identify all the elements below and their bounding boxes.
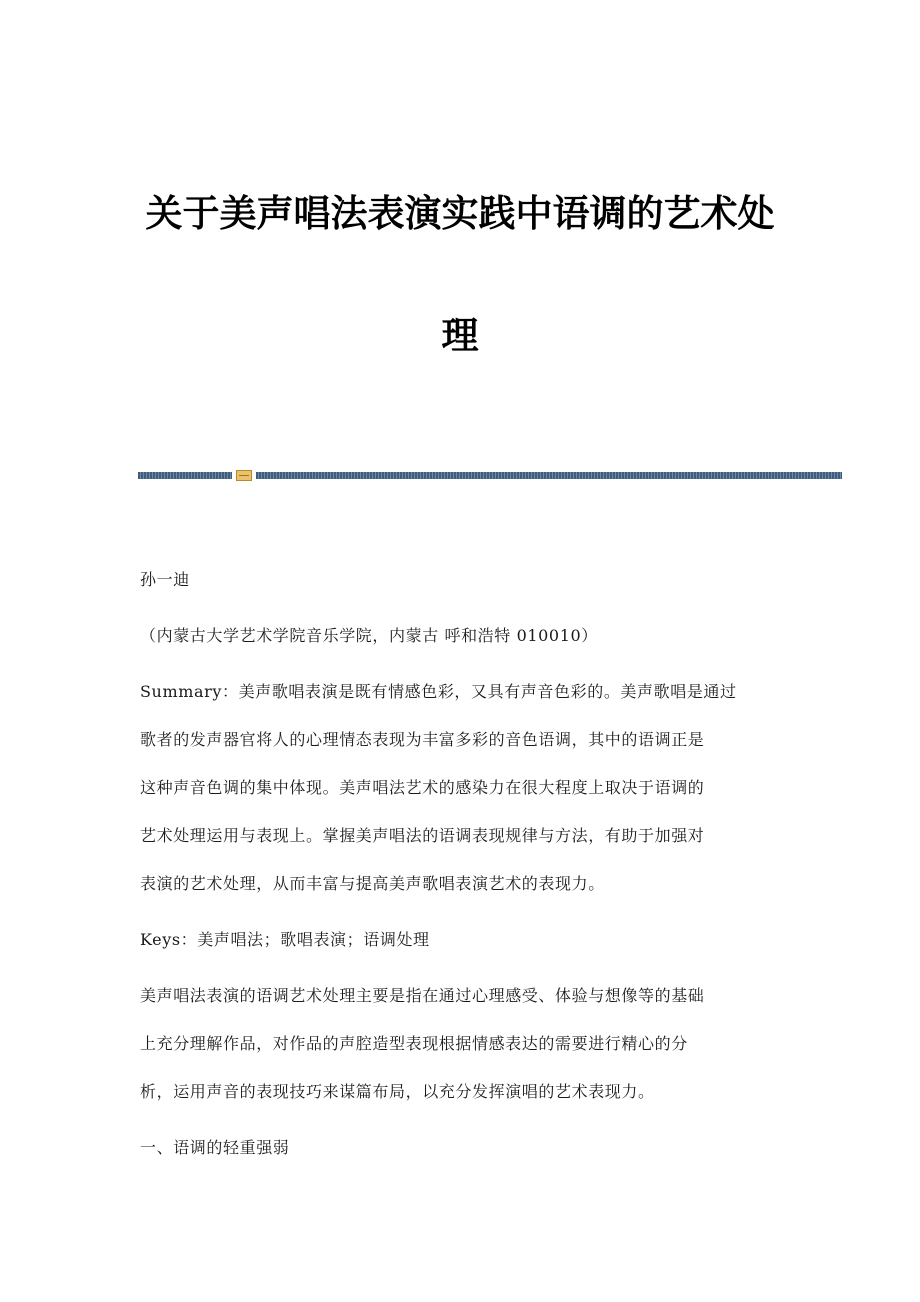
summary-line: 表演的艺术处理，从而丰富与提高美声歌唱表演艺术的表现力。 <box>140 874 605 893</box>
summary-line: 歌者的发声器官将人的心理情态表现为丰富多彩的音色语调，其中的语调正是 <box>140 730 705 749</box>
summary-line: Summary：美声歌唱表演是既有情感色彩，又具有声音色彩的。美声歌唱是通过 <box>140 682 737 701</box>
document-title-line-2: 理 <box>441 314 479 357</box>
document-title-line-1: 关于美声唱法表演实践中语调的艺术处 <box>145 192 775 235</box>
body-line: 美声唱法表演的语调艺术处理主要是指在通过心理感受、体验与想像等的基础 <box>140 986 705 1005</box>
summary-line: 艺术处理运用与表现上。掌握美声唱法的语调表现规律与方法，有助于加强对 <box>140 826 705 845</box>
divider-bar-left <box>138 472 232 479</box>
divider-bar-right <box>256 472 842 479</box>
summary-line: 这种声音色调的集中体现。美声唱法艺术的感染力在很大程度上取决于语调的 <box>140 778 705 797</box>
author-name: 孙一迪 <box>140 570 190 589</box>
body-line: 上充分理解作品，对作品的声腔造型表现根据情感表达的需要进行精心的分 <box>140 1034 688 1053</box>
title-divider <box>138 470 842 480</box>
author-affiliation: （内蒙古大学艺术学院音乐学院，内蒙古 呼和浩特 010010） <box>140 626 598 645</box>
divider-ornament-icon <box>236 470 252 481</box>
body-line: 析，运用声音的表现技巧来谋篇布局，以充分发挥演唱的艺术表现力。 <box>140 1082 655 1101</box>
keywords: Keys：美声唱法；歌唱表演；语调处理 <box>140 930 430 949</box>
section-heading: 一、语调的轻重强弱 <box>140 1138 290 1157</box>
